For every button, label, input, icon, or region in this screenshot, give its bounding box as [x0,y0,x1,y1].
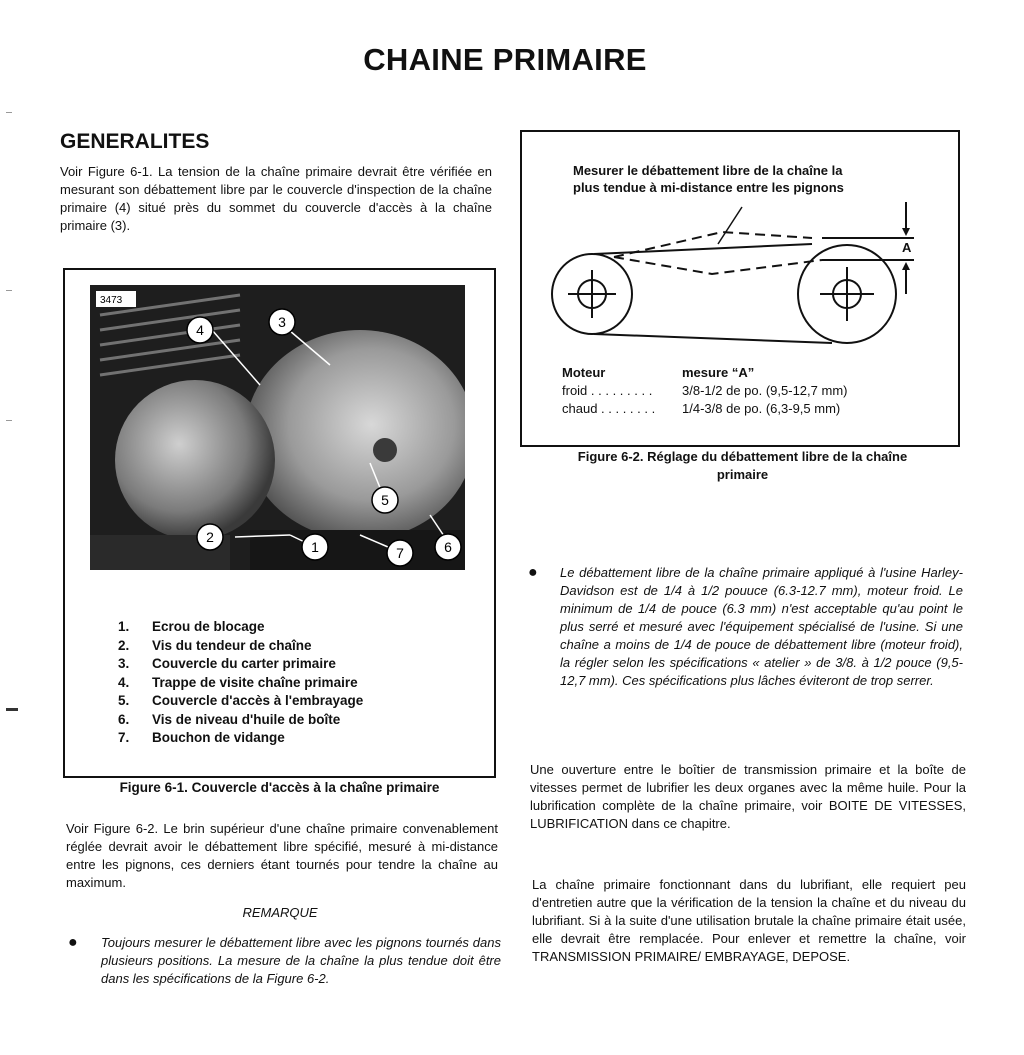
table-header-engine: Moteur [562,365,606,380]
row-hot-label: chaud . . . . . . . . [562,401,656,416]
bullet-icon: ● [68,934,78,951]
figure-2-paragraph: Voir Figure 6-2. Le brin supérieur d'une chaîne primaire convenablement réglée devrait avoir le débattement libre spécifié, mesuré à mi-distance entre les pignons, ces derniers étant tournés pour tendre la chaîne au maximum. [66,821,498,890]
factory-spec-bullet-text: Le débattement libre de la chaîne primaire appliqué à l'usine Harley-Davidson est de 1/4 à 1/2 pouuce (6.3-12.7 mm), moteur froid. Le minimum de 1/4 de pouce (6.3 mm) n'est acceptable qu'au point le plus serré et mesuré avec l'équipement spécialisé de l'usine. Si une chaîne a moins de 1/4 de pouce de débattement libre (moteur froid), la régler selon les spécifications « atelier » de 3/8. à 1/2 pouce (9,5-12,7 mm). Ces spécifications plus lâches éviteront de trop serrer. [560,565,963,688]
row-cold-value: 3/8-1/2 de po. (9,5-12,7 mm) [682,383,848,398]
lubrication-opening-paragraph: Une ouverture entre le boîtier de transmission primaire et la boîte de vitesses permet de lubrifier les deux organes avec la même huile. Pour la lubrification complète de la chaîne primaire, voir BOITE DE VITESSES, LUBRIFICATION dans ce chapitre. [530,762,966,831]
figure-2-instruction: Mesurer le débattement libre de la chaîne la plus tendue à mi-distance entre les pignons [573,163,844,195]
callout-2: 2 [206,529,214,545]
legend-item: 4. Trappe de visite chaîne primaire [118,674,358,690]
legend-item: 1. Ecrou de blocage [118,619,265,634]
callout-5: 5 [381,492,389,508]
remark-bullet-text: Toujours mesurer le débattement libre avec les pignons tournés dans plusieurs positions. La mesure de la chaîne la plus tendue doit être dans les spécifications de la Figure 6-2. [101,935,501,986]
legend-item: 3. Couvercle du carter primaire [118,656,336,671]
legend-item: 7. Bouchon de vidange [118,730,285,745]
scan-mark [6,290,12,291]
figure-2-caption: Figure 6-2. Réglage du débattement libre de la chaîne primaire [577,449,908,482]
intro-paragraph: Voir Figure 6-1. La tension de la chaîne primaire devrait être vérifiée en mesurant son débattement libre par le couvercle d'inspection de la chaîne primaire (4) situé près du sommet du couvercle d'accès à la chaîne primaire (3). [60,164,492,233]
legend-item: 5. Couvercle d'accès à l'embrayage [118,693,364,708]
scan-mark [6,112,12,113]
photo-number: 3473 [100,295,123,306]
remark-heading: REMARQUE [242,905,318,920]
callout-7: 7 [396,545,404,561]
callout-1: 1 [311,539,319,555]
callout-3: 3 [278,314,286,330]
engine-photo-drawing [90,285,465,570]
table-header-measure: mesure “A” [682,365,755,380]
page-title: CHAINE PRIMAIRE [363,42,647,77]
callout-6: 6 [444,539,452,555]
section-heading: GENERALITES [60,130,210,153]
row-cold-label: froid . . . . . . . . . [562,383,653,398]
legend-item: 2. Vis du tendeur de chaîne [118,637,312,653]
bullet-icon: ● [528,564,538,581]
figure-1-caption: Figure 6-1. Couvercle d'accès à la chaîne primaire [119,780,440,795]
scan-mark [6,420,12,421]
row-hot-value: 1/4-3/8 de po. (6,3-9,5 mm) [682,401,841,416]
legend-item: 6. Vis de niveau d'huile de boîte [118,711,341,727]
figure-1-legend [118,618,363,748]
measure-a-label: A [902,240,912,255]
chain-maintenance-paragraph: La chaîne primaire fonctionnant dans du lubrifiant, elle requiert peu d'entretien autre que la vérification de la tension la chaîne et du niveau du lubrifiant. Si à la suite d'une utilisation brutale la chaîne primaire était usée, elle devrait être remplacée. Pour enlever et remettre la chaîne, voir TRANSMISSION PRIMAIRE/ EMBRAYAGE, DEPOSE. [532,877,966,964]
engine-photo [90,285,465,570]
callout-4: 4 [196,322,204,338]
scan-mark [6,708,18,711]
